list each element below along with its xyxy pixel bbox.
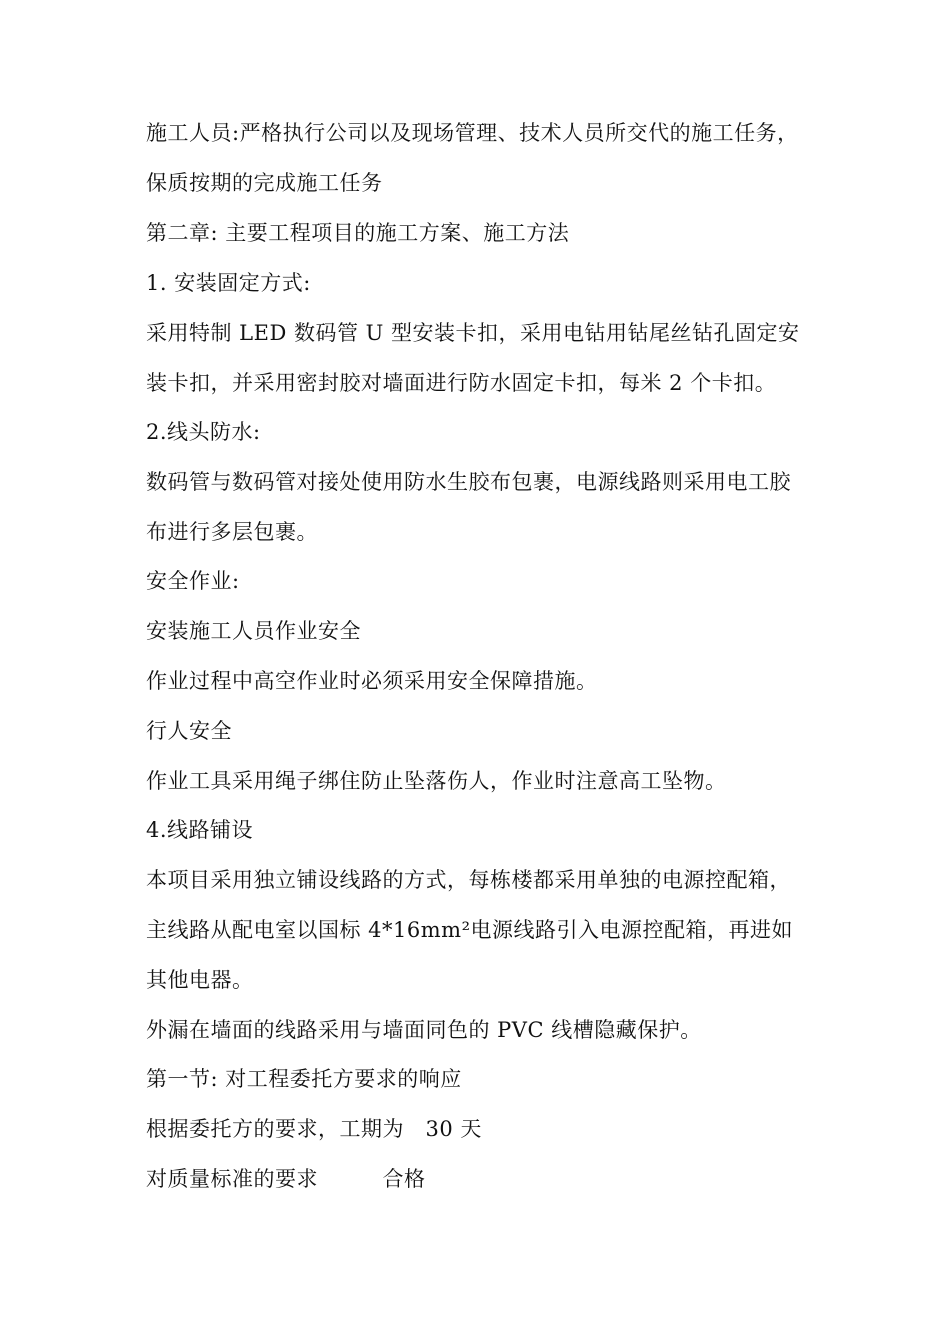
paragraph-line: 外漏在墙面的线路采用与墙面同色的 PVC 线槽隐藏保护。 bbox=[146, 1018, 702, 1042]
paragraph-line: 安装施工人员作业安全 bbox=[146, 619, 361, 643]
section-heading: 2.线头防水: bbox=[146, 420, 261, 444]
paragraph-line: 采用特制 LED 数码管 U 型安装卡扣，采用电钻用钻尾丝钻孔固定安 bbox=[146, 321, 800, 345]
section-heading: 4.线路铺设 bbox=[146, 818, 254, 842]
paragraph-line: 本项目采用独立铺设线路的方式，每栋楼都采用单独的电源控配箱， bbox=[146, 868, 791, 892]
chapter-heading: 第二章: 主要工程项目的施工方案、施工方法 bbox=[146, 221, 570, 245]
paragraph-line: 施工人员:严格执行公司以及现场管理、技术人员所交代的施工任务， bbox=[146, 121, 799, 145]
paragraph-line: 装卡扣，并采用密封胶对墙面进行防水固定卡扣，每米 2 个卡扣。 bbox=[146, 371, 777, 395]
section-heading: 第一节: 对工程委托方要求的响应 bbox=[146, 1067, 462, 1091]
section-heading: 1. 安装固定方式: bbox=[146, 271, 311, 295]
paragraph-line: 行人安全 bbox=[146, 719, 232, 743]
paragraph-line: 数码管与数码管对接处使用防水生胶布包裹，电源线路则采用电工胶 bbox=[146, 470, 791, 494]
paragraph-line: 主线路从配电室以国标 4*16mm²电源线路引入电源控配箱，再进如 bbox=[146, 918, 794, 942]
section-heading: 安全作业: bbox=[146, 569, 240, 593]
paragraph-line: 对质量标准的要求 合格 bbox=[146, 1167, 426, 1191]
paragraph-line: 其他电器。 bbox=[146, 968, 254, 992]
paragraph-line: 布进行多层包裹。 bbox=[146, 520, 318, 544]
paragraph-line: 作业过程中高空作业时必须采用安全保障措施。 bbox=[146, 669, 598, 693]
paragraph-line: 根据委托方的要求，工期为 30 天 bbox=[146, 1117, 482, 1141]
paragraph-line: 作业工具采用绳子绑住防止坠落伤人，作业时注意高工坠物。 bbox=[146, 769, 727, 793]
paragraph-line: 保质按期的完成施工任务 bbox=[146, 171, 383, 195]
